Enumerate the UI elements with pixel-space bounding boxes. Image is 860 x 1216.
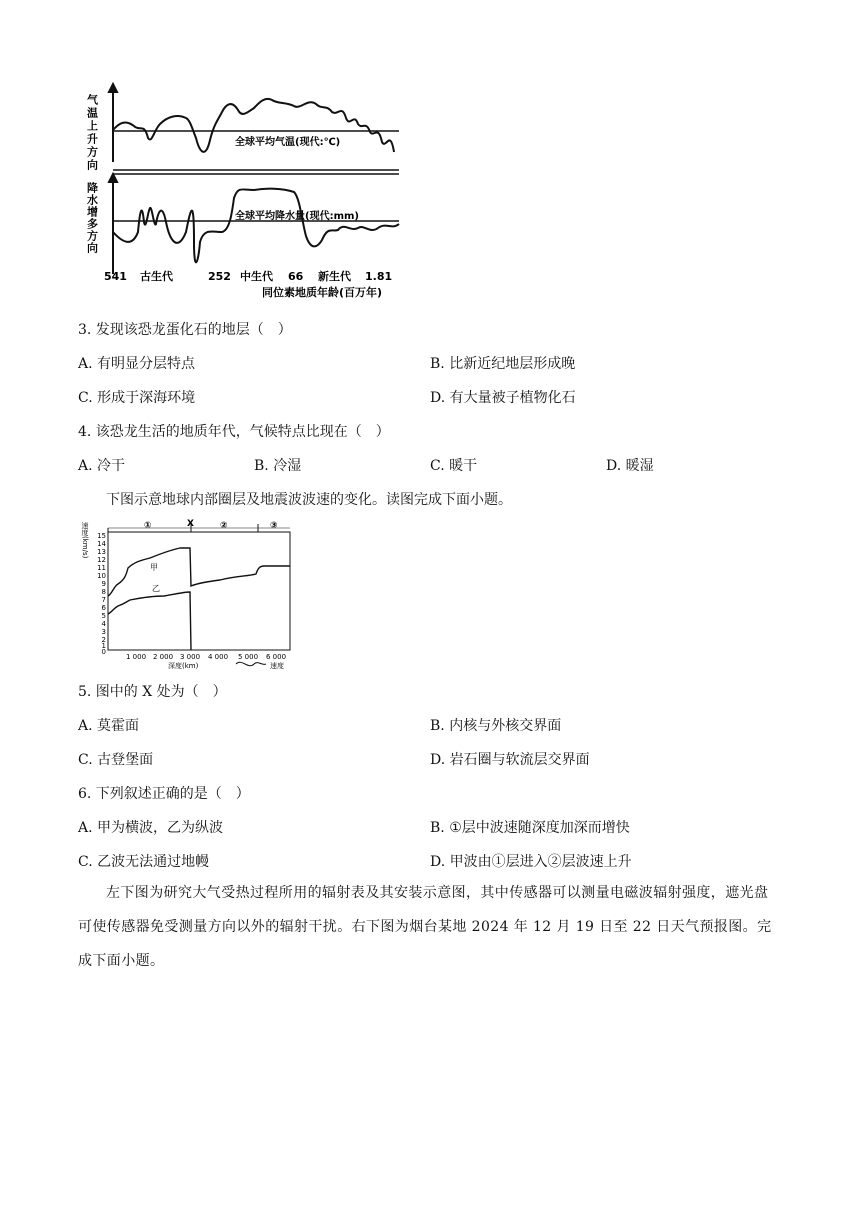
- tick-252: 252: [208, 270, 231, 283]
- question-4-stem: 4. 该恐龙生活的地质年代，气候特点比现在（ ）: [78, 424, 390, 440]
- y-tick: 15: [97, 532, 106, 540]
- legend-wave-symbol: [236, 662, 266, 665]
- question-3-option-c[interactable]: C. 形成于深海环境: [78, 390, 196, 406]
- up-arrow-bottom: [109, 174, 117, 274]
- layer-1-label: ①: [144, 521, 152, 531]
- question-4-option-d[interactable]: D. 暖湿: [606, 458, 654, 474]
- precip-reference-label: 全球平均降水量(现代:mm): [235, 211, 359, 222]
- question-6-option-b[interactable]: B. ①层中波速随深度加深而增快: [430, 820, 630, 836]
- legend-label: 速度: [270, 662, 284, 670]
- question-6-stem: 6. 下列叙述正确的是（ ）: [78, 786, 250, 802]
- era-cenozoic: 新生代: [318, 270, 351, 283]
- y-tick: 0: [101, 648, 106, 656]
- question-5-stem: 5. 图中的 X 处为（ ）: [78, 684, 227, 700]
- y-tick: 1: [101, 642, 106, 650]
- velocity-axis-label: 速度(km/s): [81, 522, 89, 559]
- intro-paragraph-2: 下图示意地球内部圈层及地震波波速的变化。读图完成下面小题。: [106, 492, 512, 508]
- depth-axis-label: 深度(km): [168, 662, 199, 670]
- y-tick: 11: [97, 564, 106, 572]
- layer-x-label: X: [187, 519, 194, 529]
- question-4-option-c[interactable]: C. 暖干: [430, 458, 478, 474]
- question-6-option-a[interactable]: A. 甲为横波，乙为纵波: [78, 820, 224, 836]
- temp-reference-label: 全球平均气温(现代:℃): [235, 137, 341, 148]
- seismic-wave-figure: [80, 518, 302, 670]
- wave-a-curve: [108, 548, 290, 596]
- layer-2-label: ②: [220, 521, 228, 531]
- y-tick: 12: [97, 556, 106, 564]
- x-tick: 1 000: [126, 653, 147, 661]
- y-tick: 6: [101, 604, 106, 612]
- y-tick: 9: [101, 580, 106, 588]
- question-6-option-d[interactable]: D. 甲波由①层进入②层波速上升: [430, 854, 632, 870]
- question-5-option-c[interactable]: C. 古登堡面: [78, 752, 154, 768]
- era-paleozoic: 古生代: [140, 270, 173, 283]
- question-3-option-a[interactable]: A. 有明显分层特点: [78, 356, 196, 372]
- precip-axis-label: 降水增多方向: [85, 182, 99, 254]
- intro-paragraph-3: 左下图为研究大气受热过程所用的辐射表及其安装示意图，其中传感器可以测量电磁波辐射强度，遮光盘可使传感器免受测量方向以外的辐射干扰。右下图为烟台某地 2024 年 12 月 19 日至 22 日天气预报图。完成下面小题。: [78, 885, 772, 969]
- climate-history-figure: [82, 82, 412, 302]
- y-tick: 10: [97, 572, 106, 580]
- x-tick: 6 000: [266, 653, 287, 661]
- tick-541: 541: [104, 270, 127, 283]
- tick-1.81: 1.81: [365, 270, 393, 283]
- era-mesozoic: 中生代: [240, 270, 273, 283]
- x-tick: 4 000: [208, 653, 229, 661]
- wave-b-curve: [108, 592, 191, 650]
- wave-b-label: 乙: [152, 584, 160, 593]
- x-tick: 2 000: [153, 653, 174, 661]
- wave-a-label: 甲: [150, 563, 158, 572]
- question-3-option-d[interactable]: D. 有大量被子植物化石: [430, 390, 576, 406]
- question-3-stem: 3. 发现该恐龙蛋化石的地层（ ）: [78, 322, 292, 338]
- question-4-option-a[interactable]: A. 冷干: [78, 458, 126, 474]
- x-axis-label: 同位素地质年龄(百万年): [262, 286, 383, 299]
- x-tick: 3 000: [180, 653, 201, 661]
- question-4-option-b[interactable]: B. 冷湿: [254, 458, 302, 474]
- temp-axis-label: 气温上升方向: [85, 94, 99, 172]
- question-5-option-a[interactable]: A. 莫霍面: [78, 718, 140, 734]
- question-5-option-d[interactable]: D. 岩石圈与软流层交界面: [430, 752, 590, 768]
- layer-3-label: ③: [270, 521, 278, 531]
- y-tick: 3: [101, 628, 106, 636]
- question-5-option-b[interactable]: B. 内核与外核交界面: [430, 718, 562, 734]
- precipitation-curve: [113, 189, 399, 263]
- y-tick: 5: [101, 612, 106, 620]
- y-tick: 4: [101, 620, 106, 628]
- y-tick: 8: [101, 588, 106, 596]
- question-3-option-b[interactable]: B. 比新近纪地层形成晚: [430, 356, 576, 372]
- y-tick: 2: [101, 636, 106, 644]
- y-tick: 7: [101, 596, 106, 604]
- x-tick: 5 000: [238, 653, 259, 661]
- up-arrow-top: [109, 84, 117, 162]
- y-tick: 14: [97, 540, 106, 548]
- y-tick: 13: [97, 548, 106, 556]
- tick-66: 66: [288, 270, 304, 283]
- question-6-option-c[interactable]: C. 乙波无法通过地幔: [78, 854, 210, 870]
